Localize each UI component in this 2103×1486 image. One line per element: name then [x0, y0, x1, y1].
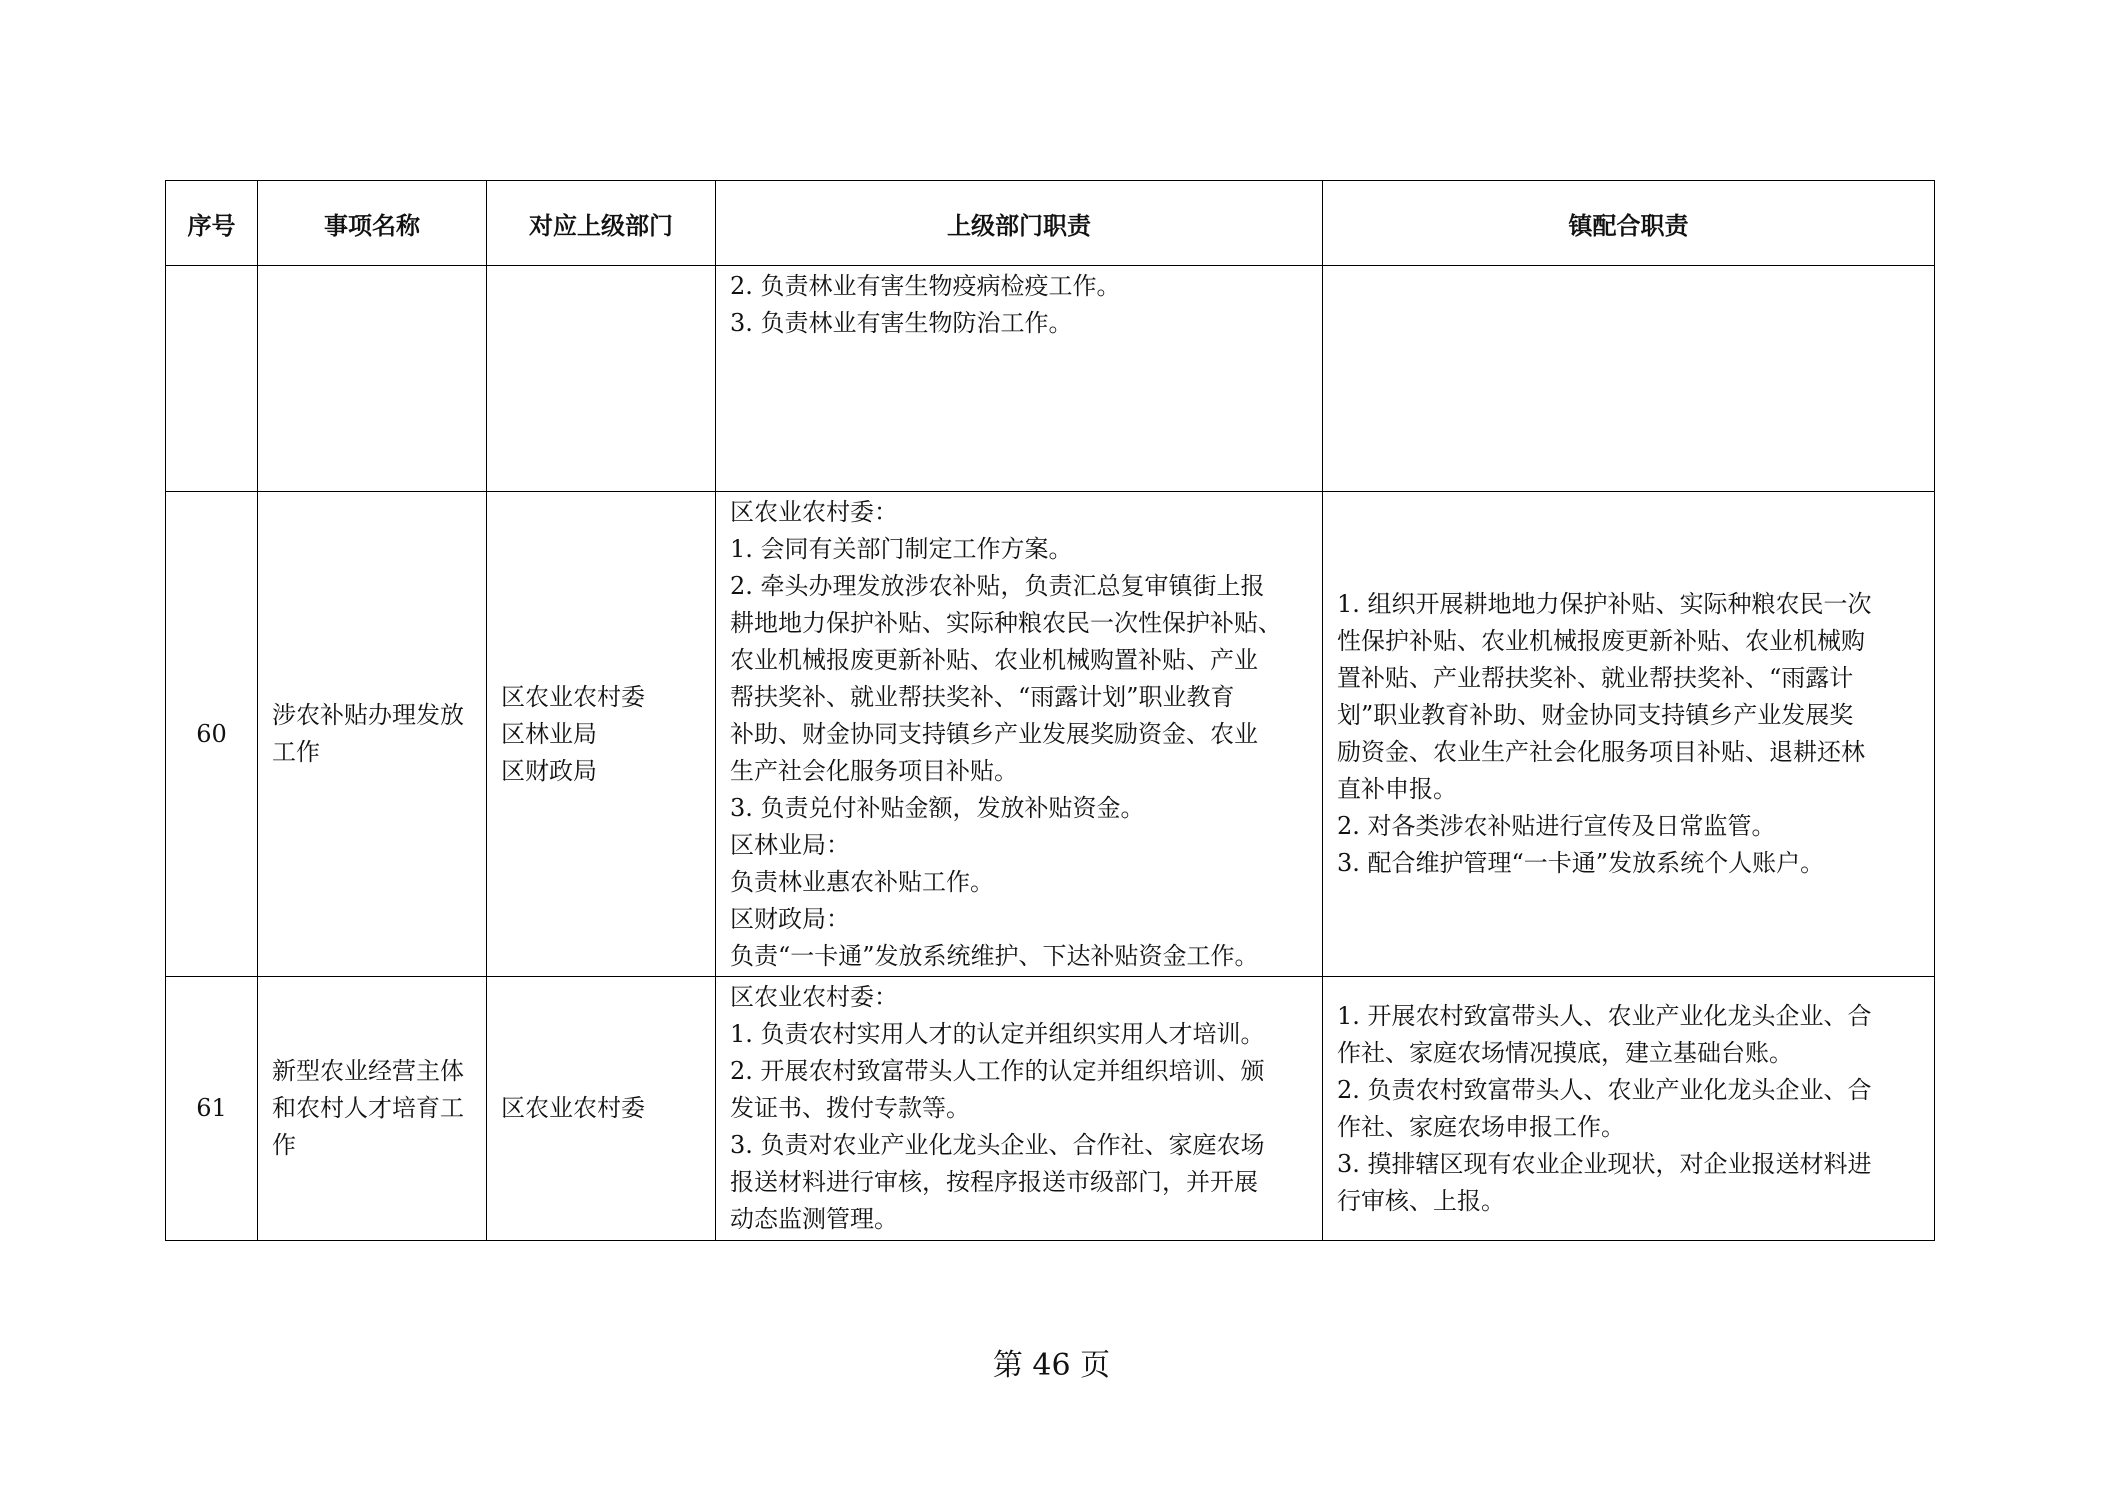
department-line: 区林业局 [501, 719, 597, 748]
duty-line: 3. 负责对农业产业化龙头企业、合作社、家庭农场 [730, 1131, 1265, 1159]
town-duty-line: 3. 配合维护管理“一卡通”发放系统个人账户。 [1337, 849, 1825, 877]
town-duty-line: 性保护补贴、农业机械报废更新补贴、农业机械购 [1337, 627, 1865, 655]
department-line: 区财政局 [501, 756, 597, 785]
duty-line: 区财政局： [730, 904, 850, 933]
town-duty-line: 直补申报。 [1337, 775, 1457, 803]
header-town-duties: 镇配合职责 [1323, 181, 1935, 266]
header-department: 对应上级部门 [487, 181, 716, 266]
duty-line: 生产社会化服务项目补贴。 [730, 756, 1018, 785]
town-duty-line: 1. 组织开展耕地地力保护补贴、实际种粮农民一次 [1337, 590, 1872, 618]
row-department [487, 492, 716, 977]
town-duty-line: 2. 负责农村致富带头人、农业产业化龙头企业、合 [1337, 1075, 1872, 1104]
header-upper-duties: 上级部门职责 [716, 181, 1323, 266]
row-town-duties [1323, 266, 1935, 492]
row-town-duties [1323, 977, 1935, 1241]
town-duty-line: 励资金、农业生产社会化服务项目补贴、退耕还林 [1337, 738, 1865, 766]
town-duty-line: 1. 开展农村致富带头人、农业产业化龙头企业、合 [1337, 1001, 1872, 1030]
duty-line: 3. 负责兑付补贴金额，发放补贴资金。 [730, 793, 1145, 822]
table-row [166, 492, 1935, 977]
duty-line: 耕地地力保护补贴、实际种粮农民一次性保护补贴、 [730, 608, 1282, 637]
duty-line: 报送材料进行审核，按程序报送市级部门，并开展 [730, 1168, 1258, 1196]
town-duty-line: 作社、家庭农场申报工作。 [1337, 1112, 1625, 1141]
duty-line: 2. 牵头办理发放涉农补贴，负责汇总复审镇街上报 [730, 571, 1265, 600]
duty-line: 补助、财金协同支持镇乡产业发展奖励资金、农业 [730, 719, 1258, 748]
duty-line: 区林业局： [730, 830, 850, 859]
town-duty-line: 2. 对各类涉农补贴进行宣传及日常监管。 [1337, 812, 1776, 840]
header-number: 序号 [166, 181, 258, 266]
duty-line: 区农业农村委： [730, 983, 898, 1011]
row-number [166, 266, 258, 492]
row-upper-duties [716, 492, 1323, 977]
town-duty-line: 行审核、上报。 [1337, 1186, 1505, 1215]
row-item-name: 涉农补贴办理发放工作 [258, 492, 487, 977]
duty-line: 2. 开展农村致富带头人工作的认定并组织培训、颁 [730, 1057, 1265, 1085]
row-department [487, 266, 716, 492]
header-item-name: 事项名称 [258, 181, 487, 266]
department-line: 区农业农村委 [501, 1094, 645, 1122]
row-item-name: 新型农业经营主体和农村人才培育工作 [258, 977, 487, 1241]
duty-line: 3. 负责林业有害生物防治工作。 [730, 309, 1073, 337]
town-duty-line: 作社、家庭农场情况摸底，建立基础台账。 [1337, 1038, 1793, 1067]
duty-line: 发证书、拨付专款等。 [730, 1094, 970, 1122]
duty-line: 动态监测管理。 [730, 1205, 898, 1233]
duty-line: 2. 负责林业有害生物疫病检疫工作。 [730, 272, 1121, 300]
duty-line: 1. 负责农村实用人才的认定并组织实用人才培训。 [730, 1020, 1265, 1048]
duty-line: 农业机械报废更新补贴、农业机械购置补贴、产业 [730, 645, 1258, 674]
row-upper-duties [716, 266, 1323, 492]
department-line: 区农业农村委 [501, 682, 645, 711]
row-number: 60 [166, 492, 258, 977]
row-town-duties [1323, 492, 1935, 977]
duty-line: 帮扶奖补、就业帮扶奖补、“雨露计划”职业教育 [730, 682, 1235, 711]
row-number: 61 [166, 977, 258, 1241]
duty-table [165, 180, 1935, 1241]
town-duty-line: 划”职业教育补助、财金协同支持镇乡产业发展奖 [1337, 701, 1854, 729]
table-row [166, 977, 1935, 1241]
duty-line: 负责林业惠农补贴工作。 [730, 867, 994, 896]
duty-line: 负责“一卡通”发放系统维护、下达补贴资金工作。 [730, 941, 1259, 970]
row-department [487, 977, 716, 1241]
town-duty-line: 置补贴、产业帮扶奖补、就业帮扶奖补、“雨露计 [1337, 664, 1854, 692]
duty-line: 区农业农村委： [730, 497, 898, 526]
town-duty-line: 3. 摸排辖区现有农业企业现状，对企业报送材料进 [1337, 1149, 1872, 1178]
row-upper-duties [716, 977, 1323, 1241]
duty-line: 1. 会同有关部门制定工作方案。 [730, 534, 1073, 563]
table-header-row [166, 181, 1935, 266]
page-number: 第 46 页 [992, 1348, 1111, 1383]
table-row [166, 266, 1935, 492]
row-item-name [258, 266, 487, 492]
